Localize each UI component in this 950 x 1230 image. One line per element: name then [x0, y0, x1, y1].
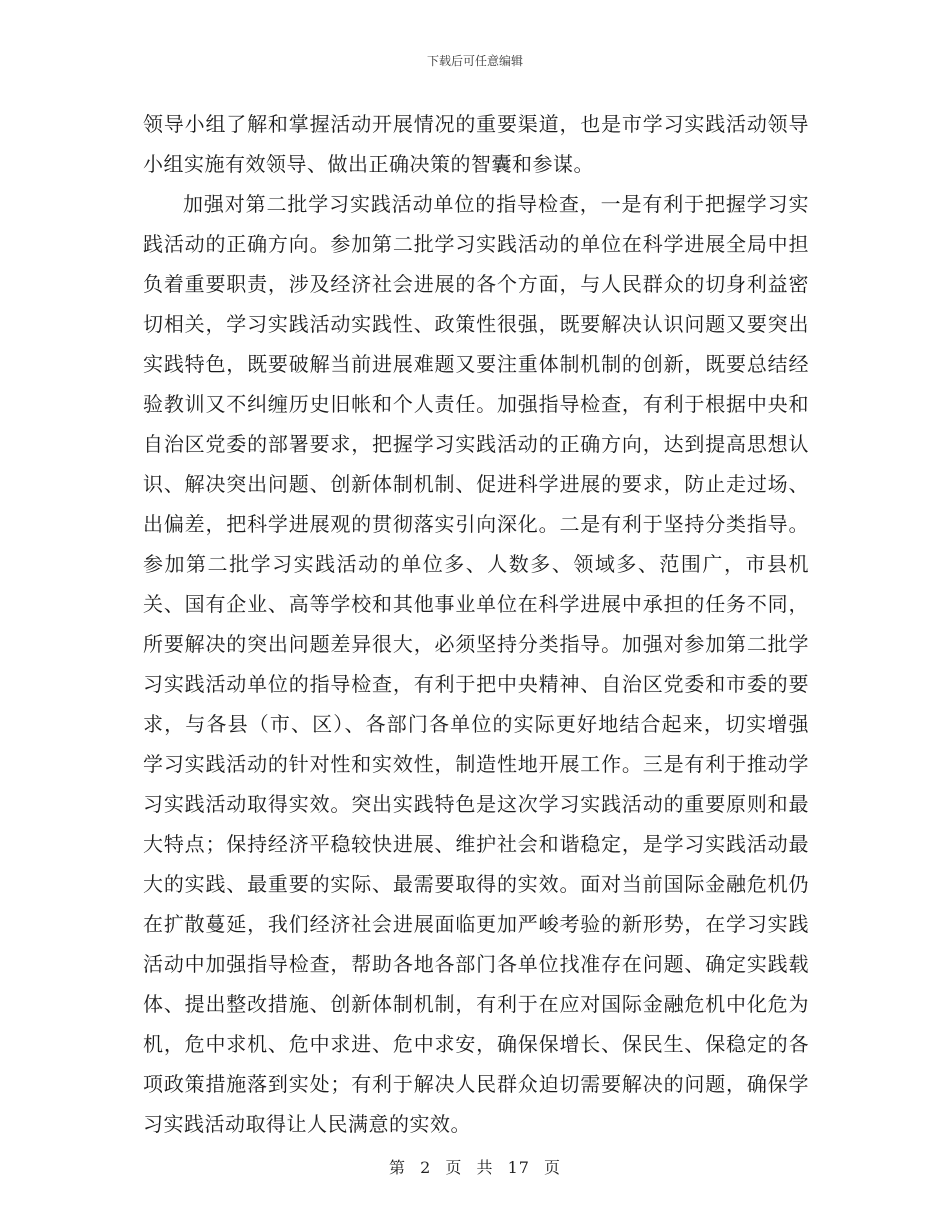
total-page-count: 17 — [507, 1158, 530, 1177]
footer-total-prefix: 共 — [476, 1158, 494, 1177]
footer-prefix: 第 — [388, 1158, 406, 1177]
document-body — [143, 104, 809, 1144]
page-footer — [0, 1155, 950, 1178]
paragraph-main: 加强对第二批学习实践活动单位的指导检查，一是有利于把握学习实践活动的正确方向。参加第二批学习实践活动的单位在科学进展全局中担负着重要职责，涉及经济社会进展的各个方面，与人民群众的切身利益密切相关，学习实践活动实践性、政策性很强，既要解决认识问题又要突出实践特色，既要破解当前进展难题又要注重体制机制的创新，既要总结经验教训又不纠缠历史旧帐和个人责任。加强指导检查，有利于根据中央和自治区党委的部署要求，把握学习实践活动的正确方向，达到提高思想认识、解决突出问题、创新体制机制、促进科学进展的要求，防止走过场、出偏差，把科学进展观的贯彻落实引向深化。二是有利于坚持分类指导。参加第二批学习实践活动的单位多、人数多、领域多、范围广，市县机关、国有企业、高等学校和其他事业单位在科学进展中承担的任务不同，所要解决的突出问题差异很大，必须坚持分类指导。加强对参加第二批学习实践活动单位的指导检查，有利于把中央精神、自治区党委和市委的要求，与各县（市、区）、各部门各单位的实际更好地结合起来，切实增强学习实践活动的针对性和实效性，制造性地开展工作。三是有利于推动学习实践活动取得实效。突出实践特色是这次学习实践活动的重要原则和最大特点；保持经济平稳较快进展、维护社会和谐稳定，是学习实践活动最大的实践、最重要的实际、最需要取得的实效。面对当前国际金融危机仍在扩散蔓延，我们经济社会进展面临更加严峻考验的新形势，在学习实践活动中加强指导检查，帮助各地各部门各单位找准存在问题、确定实践载体、提出整改措施、创新体制机制，有利于在应对国际金融危机中化危为机，危中求机、危中求进、危中求安，确保保增长、保民生、保稳定的各项政策措施落到实处；有利于解决人民群众迫切需要解决的问题，确保学习实践活动取得让人民满意的实效。 — [143, 192, 809, 1136]
footer-total-unit: 页 — [544, 1158, 562, 1177]
footer-page-unit: 页 — [445, 1158, 463, 1177]
paragraph-continuation: 领导小组了解和掌握活动开展情况的重要渠道，也是市学习实践活动领导小组实施有效领导、做出正确决策的智囊和参谋。 — [143, 112, 809, 176]
current-page-number: 2 — [420, 1158, 432, 1177]
page-header: 下载后可任意编辑 — [426, 54, 523, 68]
